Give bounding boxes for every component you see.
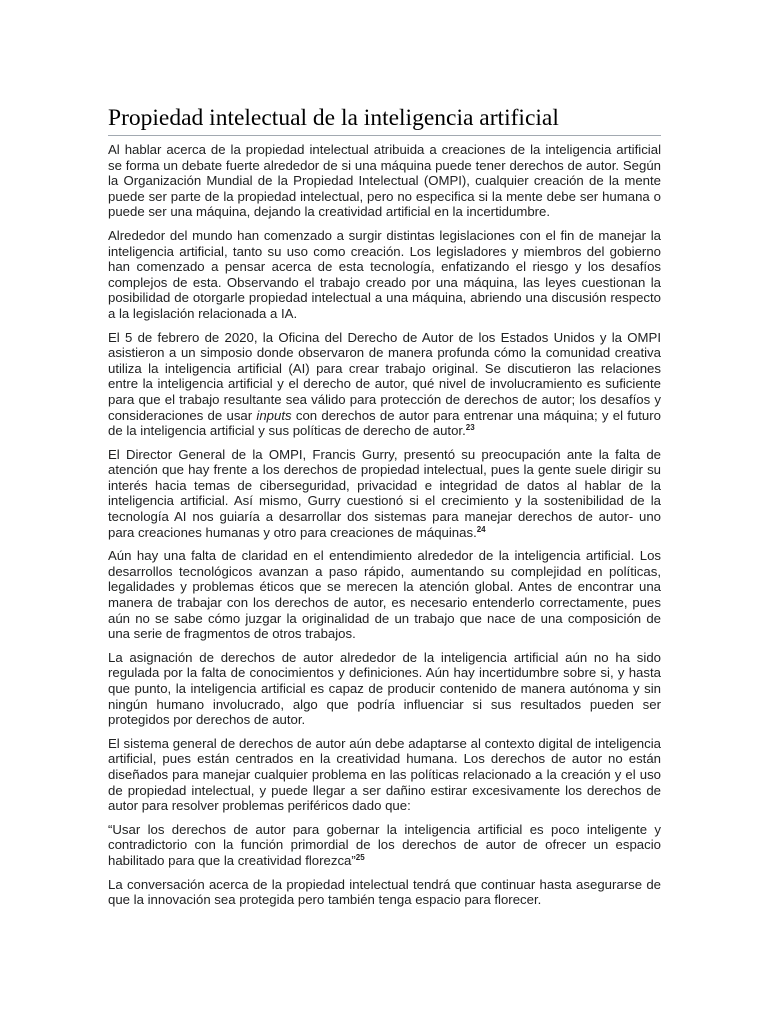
quote-text: “Usar los derechos de autor para gobernar la inteligencia artificial es poco inteligente y contradictorio con la función primordial de los derechos de autor de ofrecer un espacio habilitado para que la creatividad florezca” <box>108 821 661 868</box>
paragraph-1: Al hablar acerca de la propiedad intelectual atribuida a creaciones de la inteligencia artificial se forma un debate fuerte alrededor de si una máquina puede tener derechos de autor. Según la Organización Mundial de la Propiedad Intelectual (OMPI), cualquier creación de la mente puede ser parte de la propiedad intelectual, pero no especifica si la mente debe ser humana o puede ser una máquina, dejando la creatividad artificial en la incertidumbre. <box>108 142 661 220</box>
reference-23[interactable]: 23 <box>465 423 475 433</box>
paragraph-5: Aún hay una falta de claridad en el entendimiento alrededor de la inteligencia artificial. Los desarrollos tecnológicos avanzan a paso rápido, aumentando su complejidad en políticas, legalidades y problemas éticos que se merecen la atención global. Antes de encontrar una manera de trabajar con los derechos de autor, es necesario entenderlo correctamente, pues aún no se sabe cómo juzgar la originalidad de un trabajo que nace de una composición de una serie de fragmentos de otros trabajos. <box>108 548 661 642</box>
paragraph-3 <box>108 330 661 439</box>
paragraph-9: La conversación acerca de la propiedad intelectual tendrá que continuar hasta asegurarse de que la innovación sea protegida pero también tenga espacio para florecer. <box>108 876 661 908</box>
article-body <box>108 142 661 908</box>
paragraph-2: Alrededor del mundo han comenzado a surgir distintas legislaciones con el fin de manejar la inteligencia artificial, tanto su uso como creación. Los legisladores y miembros del gobierno han comenzado a pensar acerca de esta tecnología, enfatizando el riesgo y los desafíos complejos de esta. Observando el trabajo creado por una máquina, las leyes cuestionan la posibilidad de otorgarle propiedad intelectual a una máquina, abriendo una discusión respecto a la legislación relacionada a IA. <box>108 227 661 321</box>
paragraph-6: La asignación de derechos de autor alrededor de la inteligencia artificial aún no ha sido regulada por la falta de conocimientos y definiciones. Aún hay incertidumbre sobre si, y hasta que punto, la inteligencia artificial es capaz de producir contenido de manera autónoma y sin ningún humano involucrado, algo que podría influenciar si sus resultados pueden ser protegidos por derechos de autor. <box>108 649 661 728</box>
reference-24[interactable]: 24 <box>476 524 486 534</box>
paragraph-4 <box>108 447 661 541</box>
reference-25[interactable]: 25 <box>355 852 365 862</box>
quote-paragraph <box>108 822 661 869</box>
paragraph-3-text-after: con derechos de autor para entrenar una máquina; y el futuro de la inteligencia artificial y sus políticas de derecho de autor. <box>108 407 661 439</box>
paragraph-7: El sistema general de derechos de autor aún debe adaptarse al contexto digital de inteligencia artificial, pues están centrados en la creatividad humana. Los derechos de autor no están diseñados para manejar cualquier problema en las políticas relacionado a la creación y el uso de propiedad intelectual, y puede llegar a ser dañino estirar excesivamente los derechos de autor para resolver problemas periféricos dado que: <box>108 735 661 814</box>
article <box>108 104 661 916</box>
paragraph-3-text-before: El 5 de febrero de 2020, la Oficina del Derecho de Autor de los Estados Unidos y la OMPI asistieron a un simposio donde observaron de manera profunda cómo la comunidad creativa utiliza la inteligencia artificial (AI) para crear trabajo original. Se discutieron las relaciones entre la inteligencia artificial y el derecho de autor, qué nivel de involucramiento es suficiente para que el trabajo resultante sea válido para protección de derechos de autor; los desafíos y consideraciones de usar <box>108 329 661 423</box>
page-title: Propiedad intelectual de la inteligencia artificial <box>108 104 661 136</box>
paragraph-4-text: El Director General de la OMPI, Francis Gurry, presentó su preocupación ante la falta de atención que hay frente a los derechos de propiedad intelectual, pues la gente suele dirigir su interés hacia temas de ciberseguridad, privacidad e integridad de datos al hablar de la inteligencia artificial. Así mismo, Gurry cuestionó si el crecimiento y la sostenibilidad de la tecnología AI nos guiaría a desarrollar dos sistemas para manejar derechos de autor- uno para creaciones humanas y otro para creaciones de máquinas. <box>108 446 661 540</box>
paragraph-3-italic-term: inputs <box>256 407 292 423</box>
